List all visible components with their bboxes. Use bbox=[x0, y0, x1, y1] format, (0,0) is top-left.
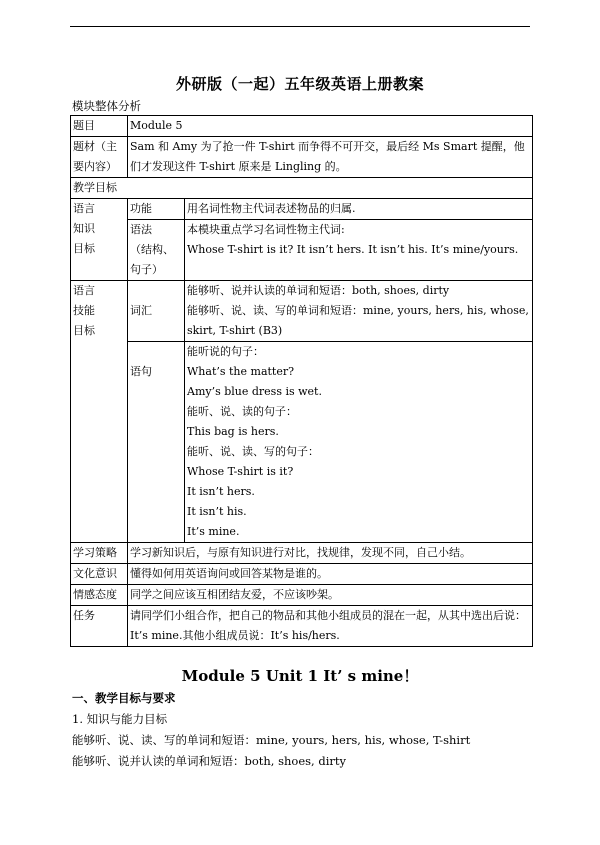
sentence-value: 能听说的句子： What’s the matter? Amy’s blue dress is wet. 能听、说、读的句子： This bag is hers. 能听、说、读、写的句子： Whose T-shirt is it? It isn’t hers. It isn’t his. It’s mine. bbox=[185, 342, 533, 543]
vocab-label: 词汇 bbox=[128, 281, 185, 342]
lang-knowledge-label: 语言 知识 目标 bbox=[71, 199, 128, 281]
header-rule bbox=[70, 26, 530, 27]
table-row-task bbox=[71, 606, 533, 647]
table-row-goals-header bbox=[71, 178, 533, 199]
attitude-label: 情感态度 bbox=[71, 585, 128, 606]
content-label: 题材（主要内容） bbox=[71, 137, 128, 178]
document-title: 外研版（一起）五年级英语上册教案 bbox=[175, 75, 424, 93]
table-row-content bbox=[71, 137, 533, 178]
sub-heading: 1. 知识与能力目标 bbox=[72, 712, 168, 726]
table-row-sentences bbox=[71, 342, 533, 543]
sentence-label: 语句 bbox=[128, 342, 185, 543]
unit-title: Module 5 Unit 1 It’ s mine！ bbox=[181, 667, 419, 685]
table-row-attitude bbox=[71, 585, 533, 606]
grammar-label: 语法 （结构、 句子） bbox=[128, 220, 185, 281]
topic-label: 题目 bbox=[71, 116, 128, 137]
table-row-function bbox=[71, 199, 533, 220]
table-row-grammar bbox=[71, 220, 533, 281]
topic-value: Module 5 bbox=[128, 116, 533, 137]
culture-value: 懂得如何用英语询问或回答某物是谁的。 bbox=[128, 564, 533, 585]
body-line-1: 能够听、说、读、写的单词和短语：mine, yours, hers, his, whose, T-shirt bbox=[72, 733, 471, 747]
content-value: Sam 和 Amy 为了抢一件 T-shirt 而争得不可开交，最后经 Ms Smart 提醒，他们才发现这件 T-shirt 原来是 Lingling 的。 bbox=[128, 137, 533, 178]
task-value: 请同学们小组合作，把自己的物品和其他小组成员的混在一起，从其中选出后说：It’s mine.其他小组成员说：It’s his/hers. bbox=[128, 606, 533, 647]
table-row-vocab bbox=[71, 281, 533, 342]
function-label: 功能 bbox=[128, 199, 185, 220]
table-row-topic bbox=[71, 116, 533, 137]
function-value: 用名词性物主代词表述物品的归属. bbox=[185, 199, 533, 220]
task-label: 任务 bbox=[71, 606, 128, 647]
body-line-2: 能够听、说并认读的单词和短语：both, shoes, dirty bbox=[72, 754, 347, 768]
goals-label: 教学目标 bbox=[71, 178, 533, 199]
lang-skills-label: 语言 技能 目标 bbox=[71, 281, 128, 543]
strategy-value: 学习新知识后，与原有知识进行对比，找规律，发现不同，自己小结。 bbox=[128, 543, 533, 564]
grammar-value: 本模块重点学习名词性物主代词: Whose T-shirt is it? It isn’t hers. It isn’t his. It’s mine/yours. bbox=[185, 220, 533, 281]
strategy-label: 学习策略 bbox=[71, 543, 128, 564]
vocab-value: 能够听、说并认读的单词和短语：both, shoes, dirty 能够听、说、读、写的单词和短语：mine, yours, hers, his, whose, skirt, T-shirt (B3) bbox=[185, 281, 533, 342]
lesson-analysis-table bbox=[70, 115, 533, 647]
culture-label: 文化意识 bbox=[71, 564, 128, 585]
section-heading: 一、教学目标与要求 bbox=[72, 691, 176, 705]
table-row-culture bbox=[71, 564, 533, 585]
table-caption: 模块整体分析 bbox=[72, 99, 141, 113]
table-row-strategy bbox=[71, 543, 533, 564]
attitude-value: 同学之间应该互相团结友爱，不应该吵架。 bbox=[128, 585, 533, 606]
